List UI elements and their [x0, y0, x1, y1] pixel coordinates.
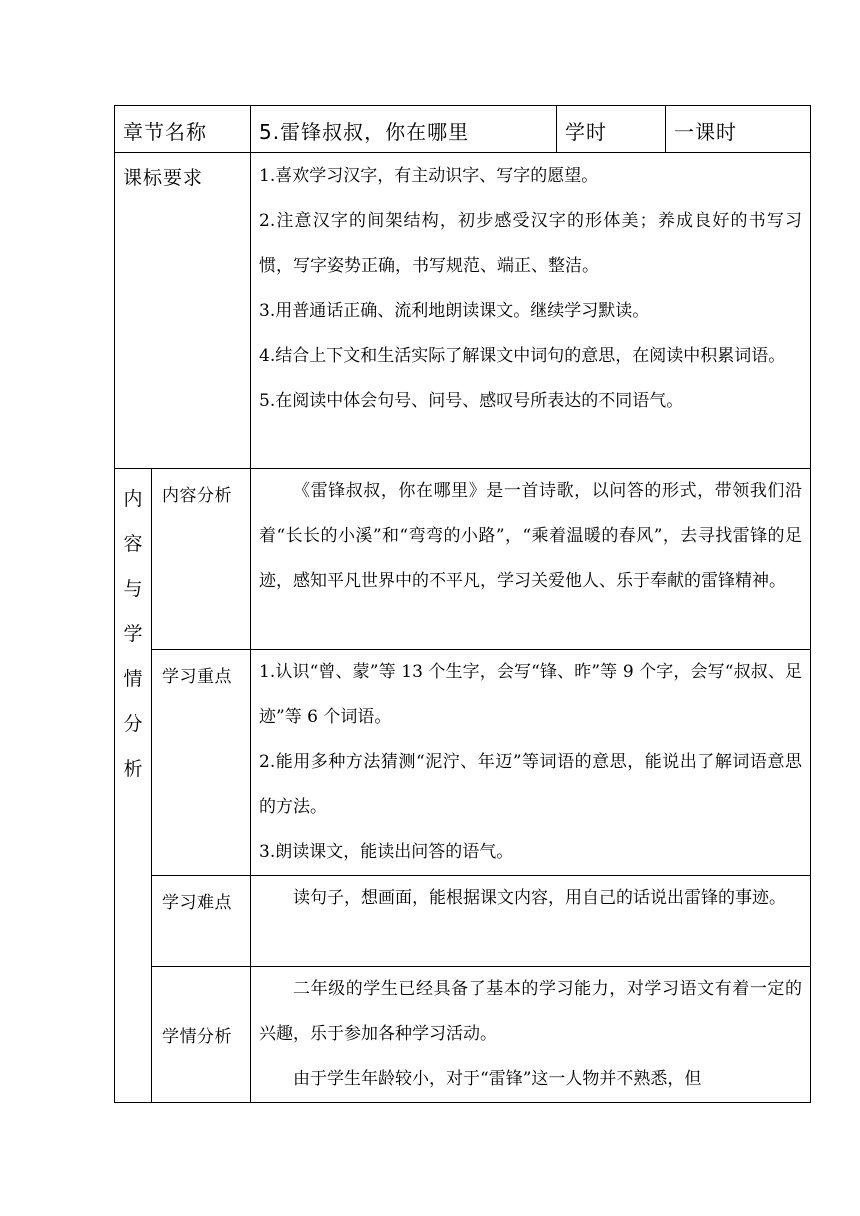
key-points-row — [115, 650, 811, 876]
content-analysis-label: 内容分析 — [152, 469, 251, 650]
learner-analysis-content — [251, 967, 811, 1103]
learner-analysis-label: 学情分析 — [152, 967, 251, 1103]
learner-analysis-paragraph-2: 由于学生年龄较小，对于“雷锋”这一人物并不熟悉，但 — [293, 1069, 702, 1089]
hours-label: 学时 — [557, 106, 666, 153]
curriculum-item-3: 3.用普通话正确、流利地朗读课文。继续学习默读。 — [259, 301, 650, 321]
key-point-item-1: 1.认识“曾、蒙”等 13 个生字，会写“锋、昨”等 9 个字，会写“叔叔、足迹”等 6 个词语。 — [259, 662, 802, 727]
curriculum-item-5: 5.在阅读中体会句号、问号、感叹号所表达的不同语气。 — [259, 391, 684, 411]
key-points-content — [251, 650, 811, 876]
curriculum-label: 课标要求 — [115, 153, 251, 469]
curriculum-row — [115, 153, 811, 469]
curriculum-item-4: 4.结合上下文和生活实际了解课文中词句的意思，在阅读中积累词语。 — [259, 346, 786, 366]
analysis-label-char: 分 — [123, 713, 143, 735]
lesson-plan-table — [114, 105, 811, 1103]
content-analysis-row — [115, 469, 811, 650]
difficulties-paragraph: 读句子，想画面，能根据课文内容，用自己的话说出雷锋的事迹。 — [293, 888, 786, 908]
analysis-label-char: 学 — [123, 623, 143, 645]
analysis-label-char: 与 — [123, 578, 143, 600]
analysis-label-char: 容 — [123, 533, 143, 555]
content-analysis-text — [251, 469, 811, 650]
difficulties-label: 学习难点 — [152, 876, 251, 967]
chapter-label: 章节名称 — [115, 106, 251, 153]
key-points-label: 学习重点 — [152, 650, 251, 876]
analysis-section-label — [115, 469, 152, 1103]
key-point-item-2: 2.能用多种方法猜测“泥泞、年迈”等词语的意思，能说出了解词语意思的方法。 — [259, 752, 802, 817]
header-row — [115, 106, 811, 153]
learner-analysis-row — [115, 967, 811, 1103]
hours-value: 一课时 — [666, 106, 811, 153]
chapter-title: 5.雷锋叔叔，你在哪里 — [251, 106, 557, 153]
analysis-label-char: 析 — [123, 758, 143, 780]
curriculum-item-2: 2.注意汉字的间架结构，初步感受汉字的形体美；养成良好的书写习惯，写字姿势正确，书写规范、端正、整洁。 — [259, 211, 802, 276]
analysis-label-char: 内 — [123, 488, 143, 510]
difficulties-row — [115, 876, 811, 967]
learner-analysis-paragraph-1: 二年级的学生已经具备了基本的学习能力，对学习语文有着一定的兴趣，乐于参加各种学习活动。 — [259, 979, 802, 1044]
difficulties-content — [251, 876, 811, 967]
key-point-item-3: 3.朗读课文，能读出问答的语气。 — [259, 842, 514, 862]
curriculum-content — [251, 153, 811, 469]
curriculum-item-1: 1.喜欢学习汉字，有主动识字、写字的愿望。 — [259, 166, 599, 186]
content-analysis-paragraph: 《雷锋叔叔，你在哪里》是一首诗歌，以问答的形式，带领我们沿着“长长的小溪”和“弯弯的小路”，“乘着温暖的春风”，去寻找雷锋的足迹，感知平凡世界中的不平凡，学习关爱他人、乐于奉献的雷锋精神。 — [259, 481, 802, 591]
analysis-label-char: 情 — [123, 668, 143, 690]
